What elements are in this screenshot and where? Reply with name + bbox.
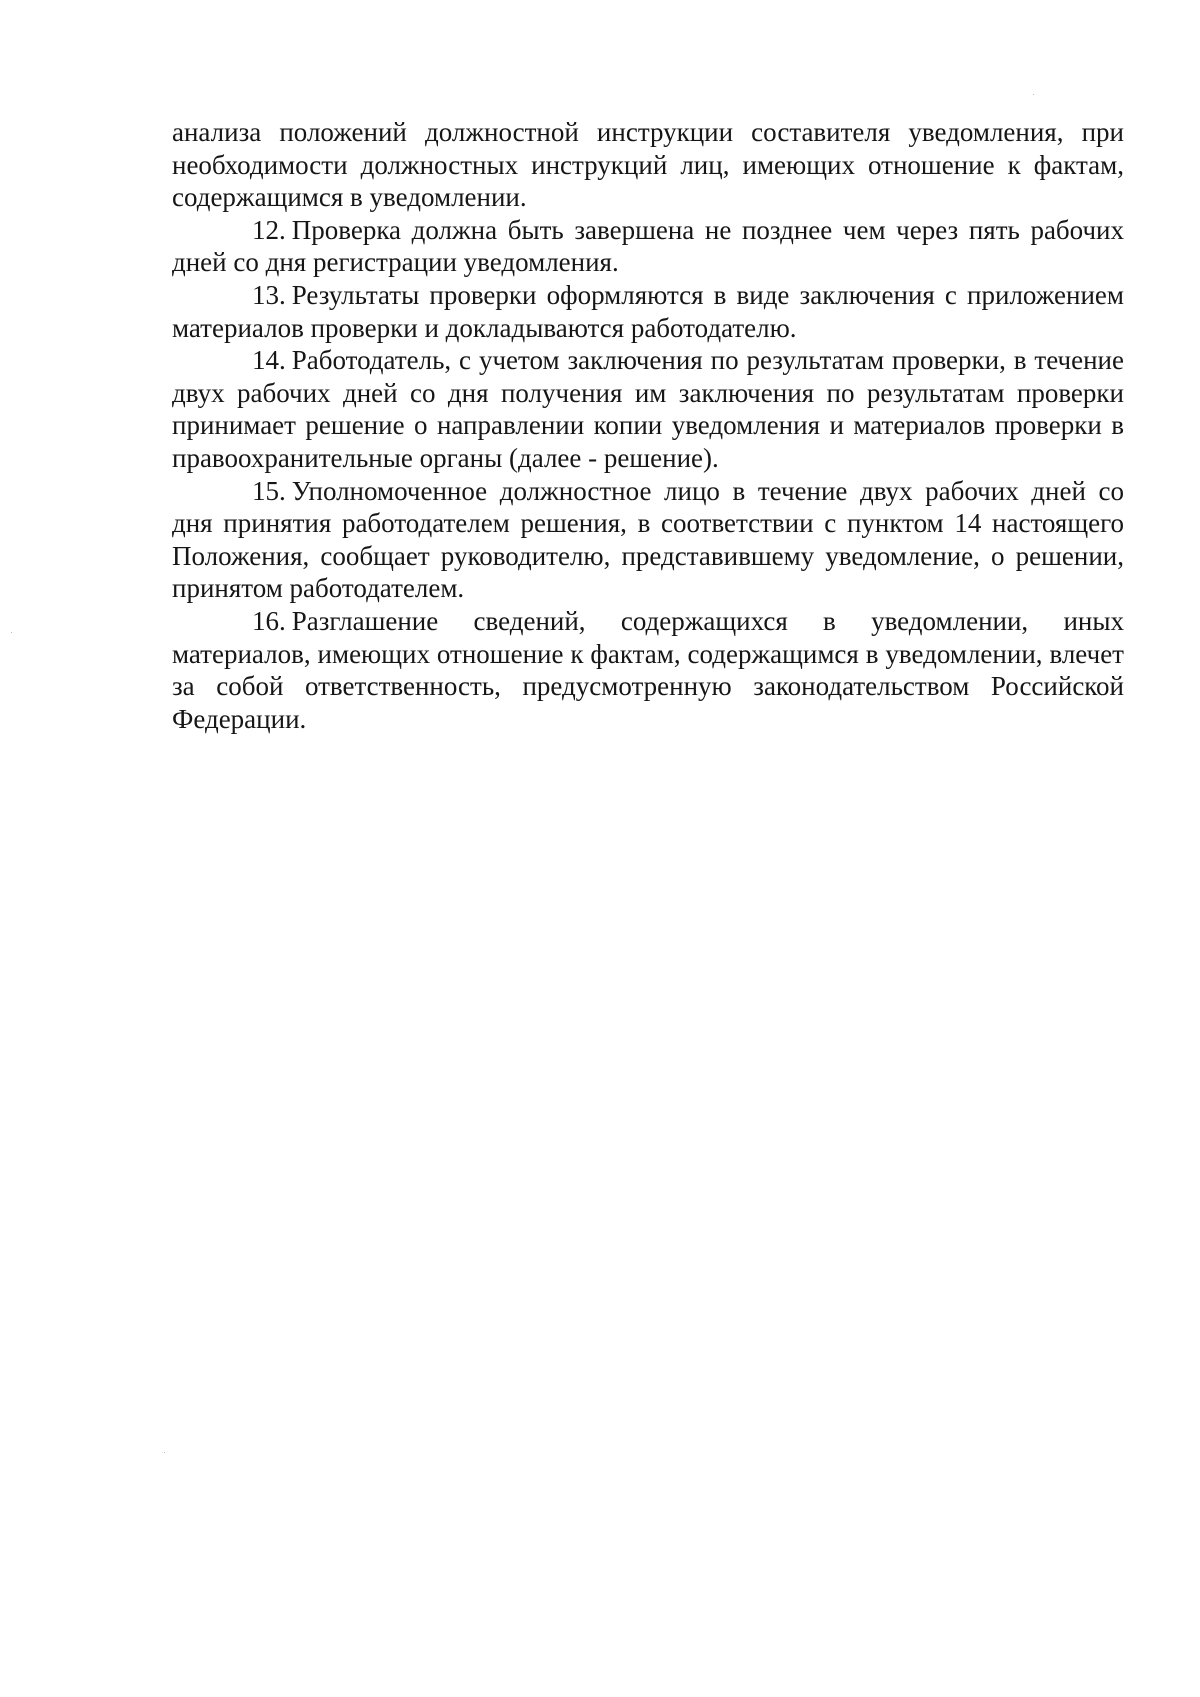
paragraph-11-continuation [172, 116, 1124, 214]
paragraph-13 [172, 279, 1124, 344]
paragraph-text: анализа положений должностной инструкции составителя уведомления, при необходимости должностных инструкций лиц, имеющих отношение к фактам, содержащимся в уведомлении. [172, 117, 1124, 213]
paragraph-number: 15. [252, 475, 286, 506]
scan-speck [1033, 94, 1034, 95]
scan-speck [11, 632, 12, 633]
paragraph-number: 14. [252, 345, 286, 376]
paragraph-15 [172, 475, 1124, 605]
paragraph-text: Работодатель, с учетом заключения по результатам проверки, в течение двух рабочих дней со дня получения им заключения по результатам проверки принимает решение о направлении копии уведомления и материалов проверки в правоохранительные органы (далее - решение). [172, 345, 1124, 473]
paragraph-text: Проверка должна быть завершена не позднее чем через пять рабочих дней со дня регистрации уведомления. [172, 214, 1124, 278]
scan-speck [164, 1452, 165, 1453]
paragraph-number: 16. [252, 605, 286, 636]
document-body [172, 116, 1124, 735]
paragraph-text: Результаты проверки оформляются в виде заключения с приложением материалов проверки и докладываются работодателю. [172, 279, 1124, 343]
paragraph-number: 12. [252, 214, 286, 245]
paragraph-text: Разглашение сведений, содержащихся в уведомлении, иных материалов, имеющих отношение к фактам, содержащимся в уведомлении, влечет за собой ответственность, предусмотренную законодательством Российской Федерации. [172, 605, 1124, 734]
paragraph-12 [172, 214, 1124, 279]
paragraph-text: Уполномоченное должностное лицо в течение двух рабочих дней со дня принятия работодателем решения, в соответствии с пунктом 14 настоящего Положения, сообщает руководителю, представившему уведомление, о решении, принятом работодателем. [172, 475, 1124, 604]
paragraph-16 [172, 605, 1124, 735]
paragraph-number: 13. [252, 279, 286, 310]
paragraph-14 [172, 344, 1124, 474]
